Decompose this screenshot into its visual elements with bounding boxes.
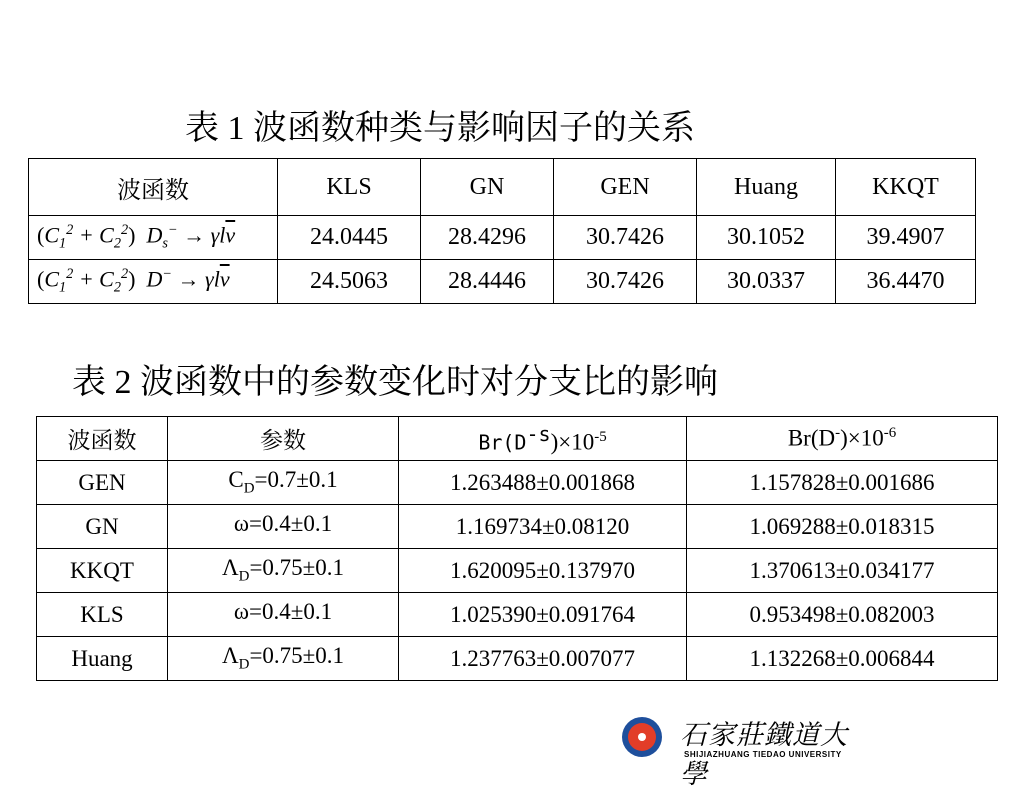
table-row (29, 216, 976, 260)
table1-header-cell: KKQT (836, 159, 976, 216)
br-ds-cell: 1.620095±0.137970 (399, 549, 687, 593)
table-cell: 30.7426 (554, 260, 697, 304)
table2-header-parameter: 参数 (168, 417, 399, 461)
table-row (29, 260, 976, 304)
br-d-sup: - (835, 425, 841, 442)
br-ds-sup: -s (526, 421, 551, 446)
parameter-cell: ω=0.4±0.1 (168, 593, 399, 637)
table-cell: 28.4446 (421, 260, 554, 304)
br-ds-cell: 1.237763±0.007077 (399, 637, 687, 681)
br-d-cell: 1.157828±0.001686 (687, 461, 998, 505)
br-d-cell: 0.953498±0.082003 (687, 593, 998, 637)
br-d-cell: 1.370613±0.034177 (687, 549, 998, 593)
br-ds-label: Br(D (478, 430, 527, 455)
table-cell: 30.1052 (697, 216, 836, 260)
wavefunction-cell: Huang (37, 637, 168, 681)
parameter-cell: $\Lambda_D=0.75\pm 0.1$ (168, 549, 399, 593)
table-row (37, 505, 998, 549)
table2-title: 表 2 波函数中的参数变化时对分支比的影响 (72, 364, 718, 401)
university-logo (622, 713, 857, 790)
br-d-cell: 1.132268±0.006844 (687, 637, 998, 681)
parameter-cell: ω=0.4±0.1 (168, 505, 399, 549)
wavefunction-cell: KLS (37, 593, 168, 637)
wavefunction-cell: GEN (37, 461, 168, 505)
br-ds-cell: 1.025390±0.091764 (399, 593, 687, 637)
table-row (37, 637, 998, 681)
table2-header-br-ds (399, 417, 687, 461)
table-cell: 39.4907 (836, 216, 976, 260)
br-d-suffix: )×10 (840, 425, 884, 451)
table1-header-cell: GN (421, 159, 554, 216)
wavefunction-cell: KKQT (37, 549, 168, 593)
table-cell: 24.0445 (278, 216, 421, 260)
br-ds-cell: 1.263488±0.001868 (399, 461, 687, 505)
table1-header-cell: 波函数 (29, 159, 278, 216)
table2-header-wavefunction: 波函数 (37, 417, 168, 461)
table2-header-row (37, 417, 998, 461)
table-cell: 24.5063 (278, 260, 421, 304)
table-cell: 30.7426 (554, 216, 697, 260)
table1-header-cell: GEN (554, 159, 697, 216)
table-cell: 36.4470 (836, 260, 976, 304)
parameter-cell: $C_D=0.7\pm 0.1$ (168, 461, 399, 505)
table2-header-br-d (687, 417, 998, 461)
br-ds-exp: -5 (594, 428, 607, 445)
university-name-cn: 石家莊鐵道大學 (680, 720, 848, 790)
table-row (37, 593, 998, 637)
table1-header-cell: Huang (697, 159, 836, 216)
table2 (36, 416, 998, 681)
br-d-cell: 1.069288±0.018315 (687, 505, 998, 549)
br-d-exp: -6 (883, 425, 897, 442)
table-cell: 28.4296 (421, 216, 554, 260)
table1 (28, 158, 976, 304)
br-ds-suffix: )×10 (550, 429, 595, 455)
table1-title: 表 1 波函数种类与影响因子的关系 (185, 110, 695, 147)
table-cell: 30.0337 (697, 260, 836, 304)
university-seal-icon (622, 717, 662, 757)
br-ds-cell: 1.169734±0.08120 (399, 505, 687, 549)
parameter-cell: $\Lambda_D=0.75\pm 0.1$ (168, 637, 399, 681)
university-name-en: SHIJIAZHUANG TIEDAO UNIVERSITY (684, 750, 842, 759)
wavefunction-cell: GN (37, 505, 168, 549)
table-row (37, 549, 998, 593)
table1-header-row (29, 159, 976, 216)
br-d-label: Br(D (787, 425, 836, 451)
ds-decay-formula: $(C_1^2 + C_2^2) D_s^- \to \gamma l\overline{\nu}$ (29, 216, 278, 260)
d-decay-formula: $(C_1^2 + C_2^2) D^- \to \gamma l\overline{\nu}$ (29, 260, 278, 304)
table-row (37, 461, 998, 505)
table1-header-cell: KLS (278, 159, 421, 216)
